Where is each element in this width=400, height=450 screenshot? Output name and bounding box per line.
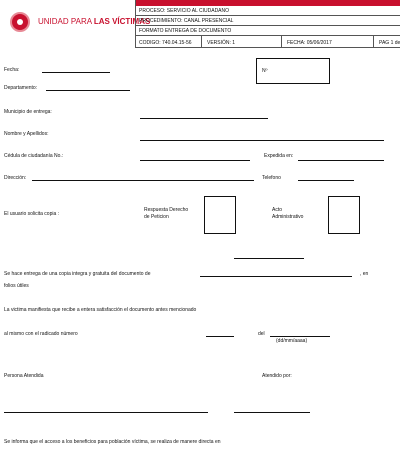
acto-label-2: Administrativo [272, 214, 304, 220]
logo-text: UNIDAD PARA LAS VÍCTIMAS [38, 17, 151, 26]
respuesta-checkbox[interactable] [204, 196, 236, 234]
logo-emblem-icon [10, 12, 30, 32]
version-text: VERSIÓN: 1 [207, 40, 236, 46]
numero-box[interactable] [256, 58, 330, 84]
entrega-text: Se hace entrega de una copia integra y gratuita del documento de [4, 271, 151, 277]
respuesta-label-1: Respuesta Derecho [144, 207, 189, 213]
direccion-field[interactable] [32, 180, 254, 181]
header-info-table [135, 0, 400, 48]
separator-line [234, 258, 304, 259]
header-row-codigo [135, 36, 400, 48]
pagina-text: PAG 1 de [379, 40, 400, 46]
codigo-text: CODIGO: 740.04.15-56 [139, 40, 192, 46]
radicado-field[interactable] [206, 336, 234, 337]
numero-label: Nº [262, 68, 268, 74]
logo [0, 0, 151, 48]
informa-text: Se informa que el acceso a los beneficios para población víctima, se realiza de manere directa en [4, 439, 221, 445]
expedida-label: Expedida en: [264, 153, 294, 159]
departamento-label: Departamento: [4, 85, 38, 91]
formato-text: FORMATO ENTREGA DE DOCUMENTO [139, 28, 232, 34]
cedula-label: Cédula de ciudadanía No.: [4, 153, 64, 159]
persona-label: Persona Atendida [4, 373, 44, 379]
radicado-text: al mismo con el radicado número [4, 331, 78, 337]
fecha-header-text: FECHA: 05/06/2017 [287, 40, 332, 46]
nombre-field[interactable] [140, 140, 384, 141]
entrega-suffix: , en [360, 271, 369, 277]
departamento-field[interactable] [46, 90, 130, 91]
telefono-field[interactable] [298, 180, 354, 181]
del-label: del [258, 331, 265, 337]
acto-checkbox[interactable] [328, 196, 360, 234]
documento-field[interactable] [200, 276, 352, 277]
direccion-label: Dirección: [4, 175, 27, 181]
atendido-firma-line[interactable] [234, 412, 310, 413]
procedimiento-text: PROCEDIMIENTO: CANAL PRESENCIAL [139, 18, 234, 24]
fecha-formato-hint: (dd/mm/aaaa) [276, 338, 308, 344]
fecha-label: Fecha: [4, 67, 20, 73]
cedula-field[interactable] [140, 160, 250, 161]
telefono-label: Telefono [262, 175, 281, 181]
fecha-field[interactable] [42, 72, 110, 73]
persona-firma-line[interactable] [4, 412, 208, 413]
header-row-formato [135, 26, 400, 36]
document-header [0, 0, 400, 48]
header-row-procedimiento [135, 16, 400, 26]
respuesta-label-2: de Peticion [144, 214, 169, 220]
acto-label-1: Acto [272, 207, 283, 213]
municipio-label: Municipio de entrega: [4, 109, 52, 115]
fecha-radicado-field[interactable] [270, 336, 330, 337]
atendido-label: Atendido por: [262, 373, 292, 379]
header-row-proceso [135, 6, 400, 16]
nombre-label: Nombre y Apellidos: [4, 131, 49, 137]
municipio-field[interactable] [140, 118, 268, 119]
folios-text: folios útiles [4, 283, 29, 289]
proceso-text: PROCESO: SERVICIO AL CIUDADANO [139, 8, 230, 14]
solicita-label: El usuario solicita copia : [4, 211, 60, 217]
manifiesta-text: La victima manifiesta que recibe a entera satisfacción el documento antes mencionado [4, 307, 197, 313]
expedida-field[interactable] [298, 160, 384, 161]
